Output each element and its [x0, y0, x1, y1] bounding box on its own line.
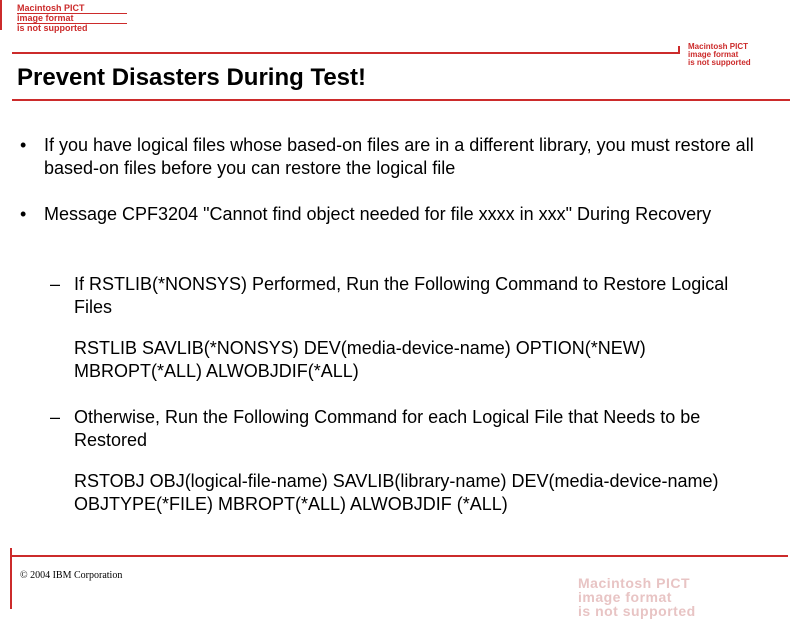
pict-line-1: Macintosh PICT — [688, 42, 749, 51]
pict-line-3: is not supported — [17, 23, 88, 33]
footer-rule — [10, 555, 788, 557]
bullet-icon: • — [20, 204, 27, 224]
copyright-text: © 2004 IBM Corporation — [20, 570, 123, 581]
pict-line-1: Macintosh PICT — [578, 575, 691, 591]
command-text: RSTOBJ OBJ(logical-file-name) SAVLIB(library-name) DEV(media-device-name) OBJTYPE(*FILE) MBROPT(*ALL) ALWOBJDIF (*ALL) — [74, 471, 719, 514]
pict-line-1: Macintosh PICT — [17, 4, 127, 14]
pict-line-3: is not supported — [688, 58, 751, 67]
pict-line-2: image format — [578, 589, 672, 605]
command-text: RSTLIB SAVLIB(*NONSYS) DEV(media-device-name) OPTION(*NEW) MBROPT(*ALL) ALWOBJDIF(*ALL) — [74, 338, 646, 381]
footer-rule-cap — [10, 548, 12, 609]
corner-rule — [0, 0, 7, 30]
pict-placeholder-bottom-right — [578, 576, 788, 618]
bullet-text: Message CPF3204 "Cannot find object needed for file xxxx in xxx" During Recovery — [44, 204, 712, 224]
dash-icon: – — [50, 274, 61, 294]
pict-line-3: is not supported — [578, 603, 696, 619]
pict-placeholder-top-left — [17, 4, 127, 33]
title-underline — [12, 99, 790, 101]
pict-line-2: image format — [17, 14, 127, 24]
bullet-icon: • — [20, 135, 27, 155]
title-top-rule — [12, 52, 678, 54]
slide-title: Prevent Disasters During Test! — [17, 64, 366, 91]
sub-bullet-text: Otherwise, Run the Following Command for each Logical File that Needs to be Restored — [74, 407, 701, 450]
title-top-rule-end — [670, 46, 680, 54]
dash-icon: – — [50, 407, 61, 427]
pict-placeholder-top-right — [688, 43, 788, 67]
sub-bullet-text: If RSTLIB(*NONSYS) Performed, Run the Following Command to Restore Logical Files — [74, 274, 729, 317]
pict-line-2: image format — [688, 50, 739, 59]
bullet-text: If you have logical files whose based-on files are in a different library, you must restore all based-on files before you can restore the logical file — [44, 135, 754, 178]
